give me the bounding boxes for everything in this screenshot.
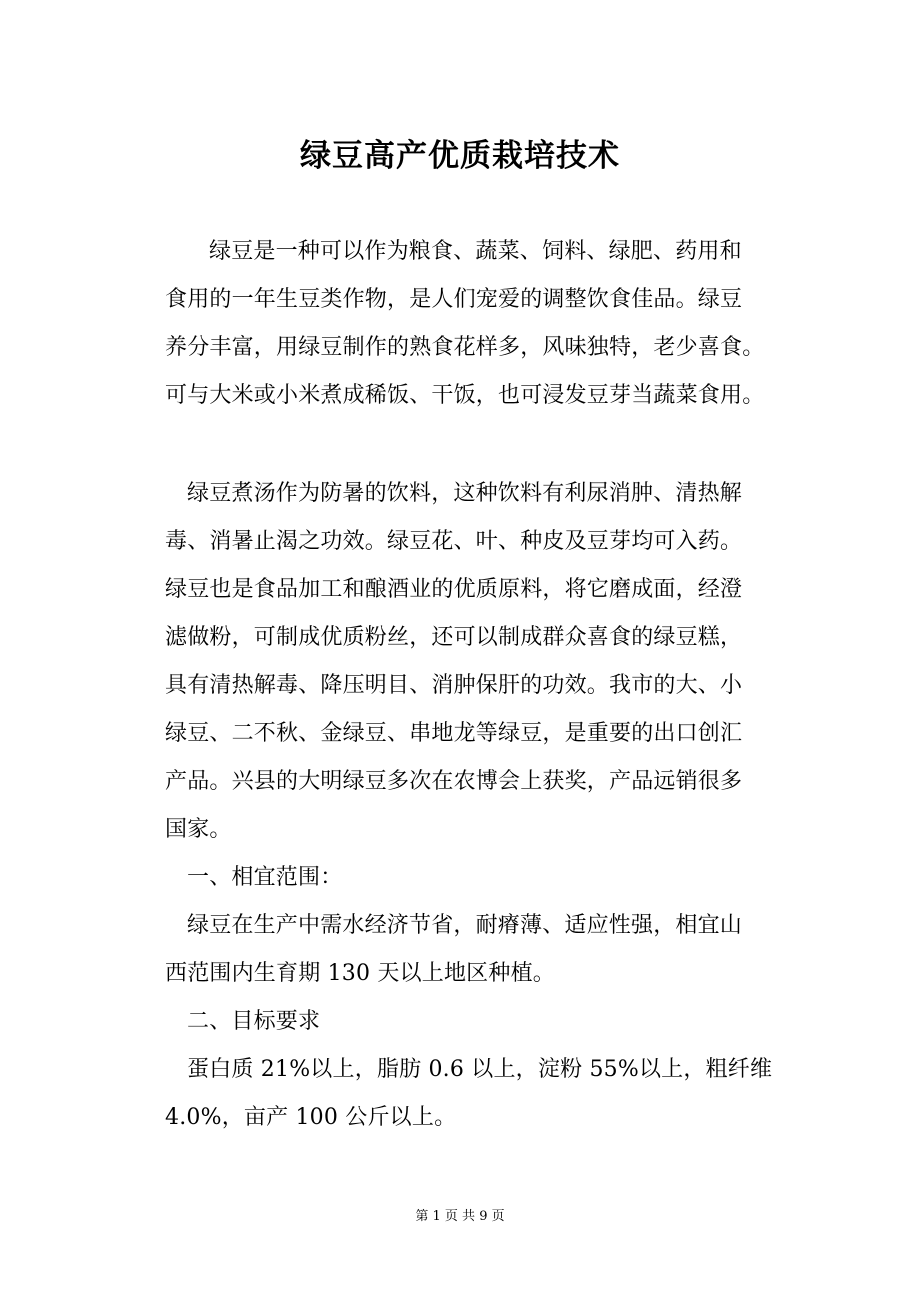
page-title: 绿豆高产优质栽培技术 <box>300 138 620 174</box>
main-content <box>165 470 777 1142</box>
text-line: 国家。 <box>165 817 232 842</box>
text-line: 绿豆、二不秋、金绿豆、串地龙等绿豆，是重要的出口创汇 <box>165 721 743 746</box>
section-heading: 二、目标要求 <box>187 1009 321 1034</box>
text-line: 毒、消暑止渴之功效。绿豆花、叶、种皮及豆芽均可入药。 <box>165 529 743 554</box>
text-line: 滤做粉，可制成优质粉丝，还可以制成群众喜食的绿豆糕， <box>165 625 743 650</box>
text-line: 西范围内生育期 130 天以上地区种植。 <box>165 961 555 986</box>
text-line: 蛋白质 21%以上，脂肪 0.6 以上，淀粉 55%以上，粗纤维 <box>187 1057 773 1082</box>
text-line: 4.0%，亩产 100 公斤以上。 <box>165 1105 457 1130</box>
text-line: 食用的一年生豆类作物，是人们宠爱的调整饮食佳品。绿豆 <box>165 287 743 312</box>
text-line: 绿豆煮汤作为防暑的饮料，这种饮料有利尿消肿、清热解 <box>187 481 743 506</box>
text-line: 具有清热解毒、降压明目、消肿保肝的功效。我市的大、小 <box>165 673 743 698</box>
text-line: 绿豆也是食品加工和酿酒业的优质原料，将它磨成面，经澄 <box>165 577 743 602</box>
text-line: 绿豆是一种可以作为粮食、蔬菜、饲料、绿肥、药用和 <box>209 239 742 264</box>
text-line: 养分丰富，用绿豆制作的熟食花样多，风味独特，老少喜食。 <box>165 335 765 360</box>
text-line: 绿豆在生产中需水经济节省，耐瘠薄、适应性强，相宜山 <box>187 913 743 938</box>
page-number: 第 1 页 共 9 页 <box>415 1209 505 1224</box>
section-heading: 一、相宜范围： <box>187 865 343 890</box>
text-line: 可与大米或小米煮成稀饭、干饭，也可浸发豆芽当蔬菜食用。 <box>165 383 765 408</box>
text-line: 产品。兴县的大明绿豆多次在农博会上获奖，产品远销很多 <box>165 769 743 794</box>
intro-paragraph <box>165 228 777 420</box>
